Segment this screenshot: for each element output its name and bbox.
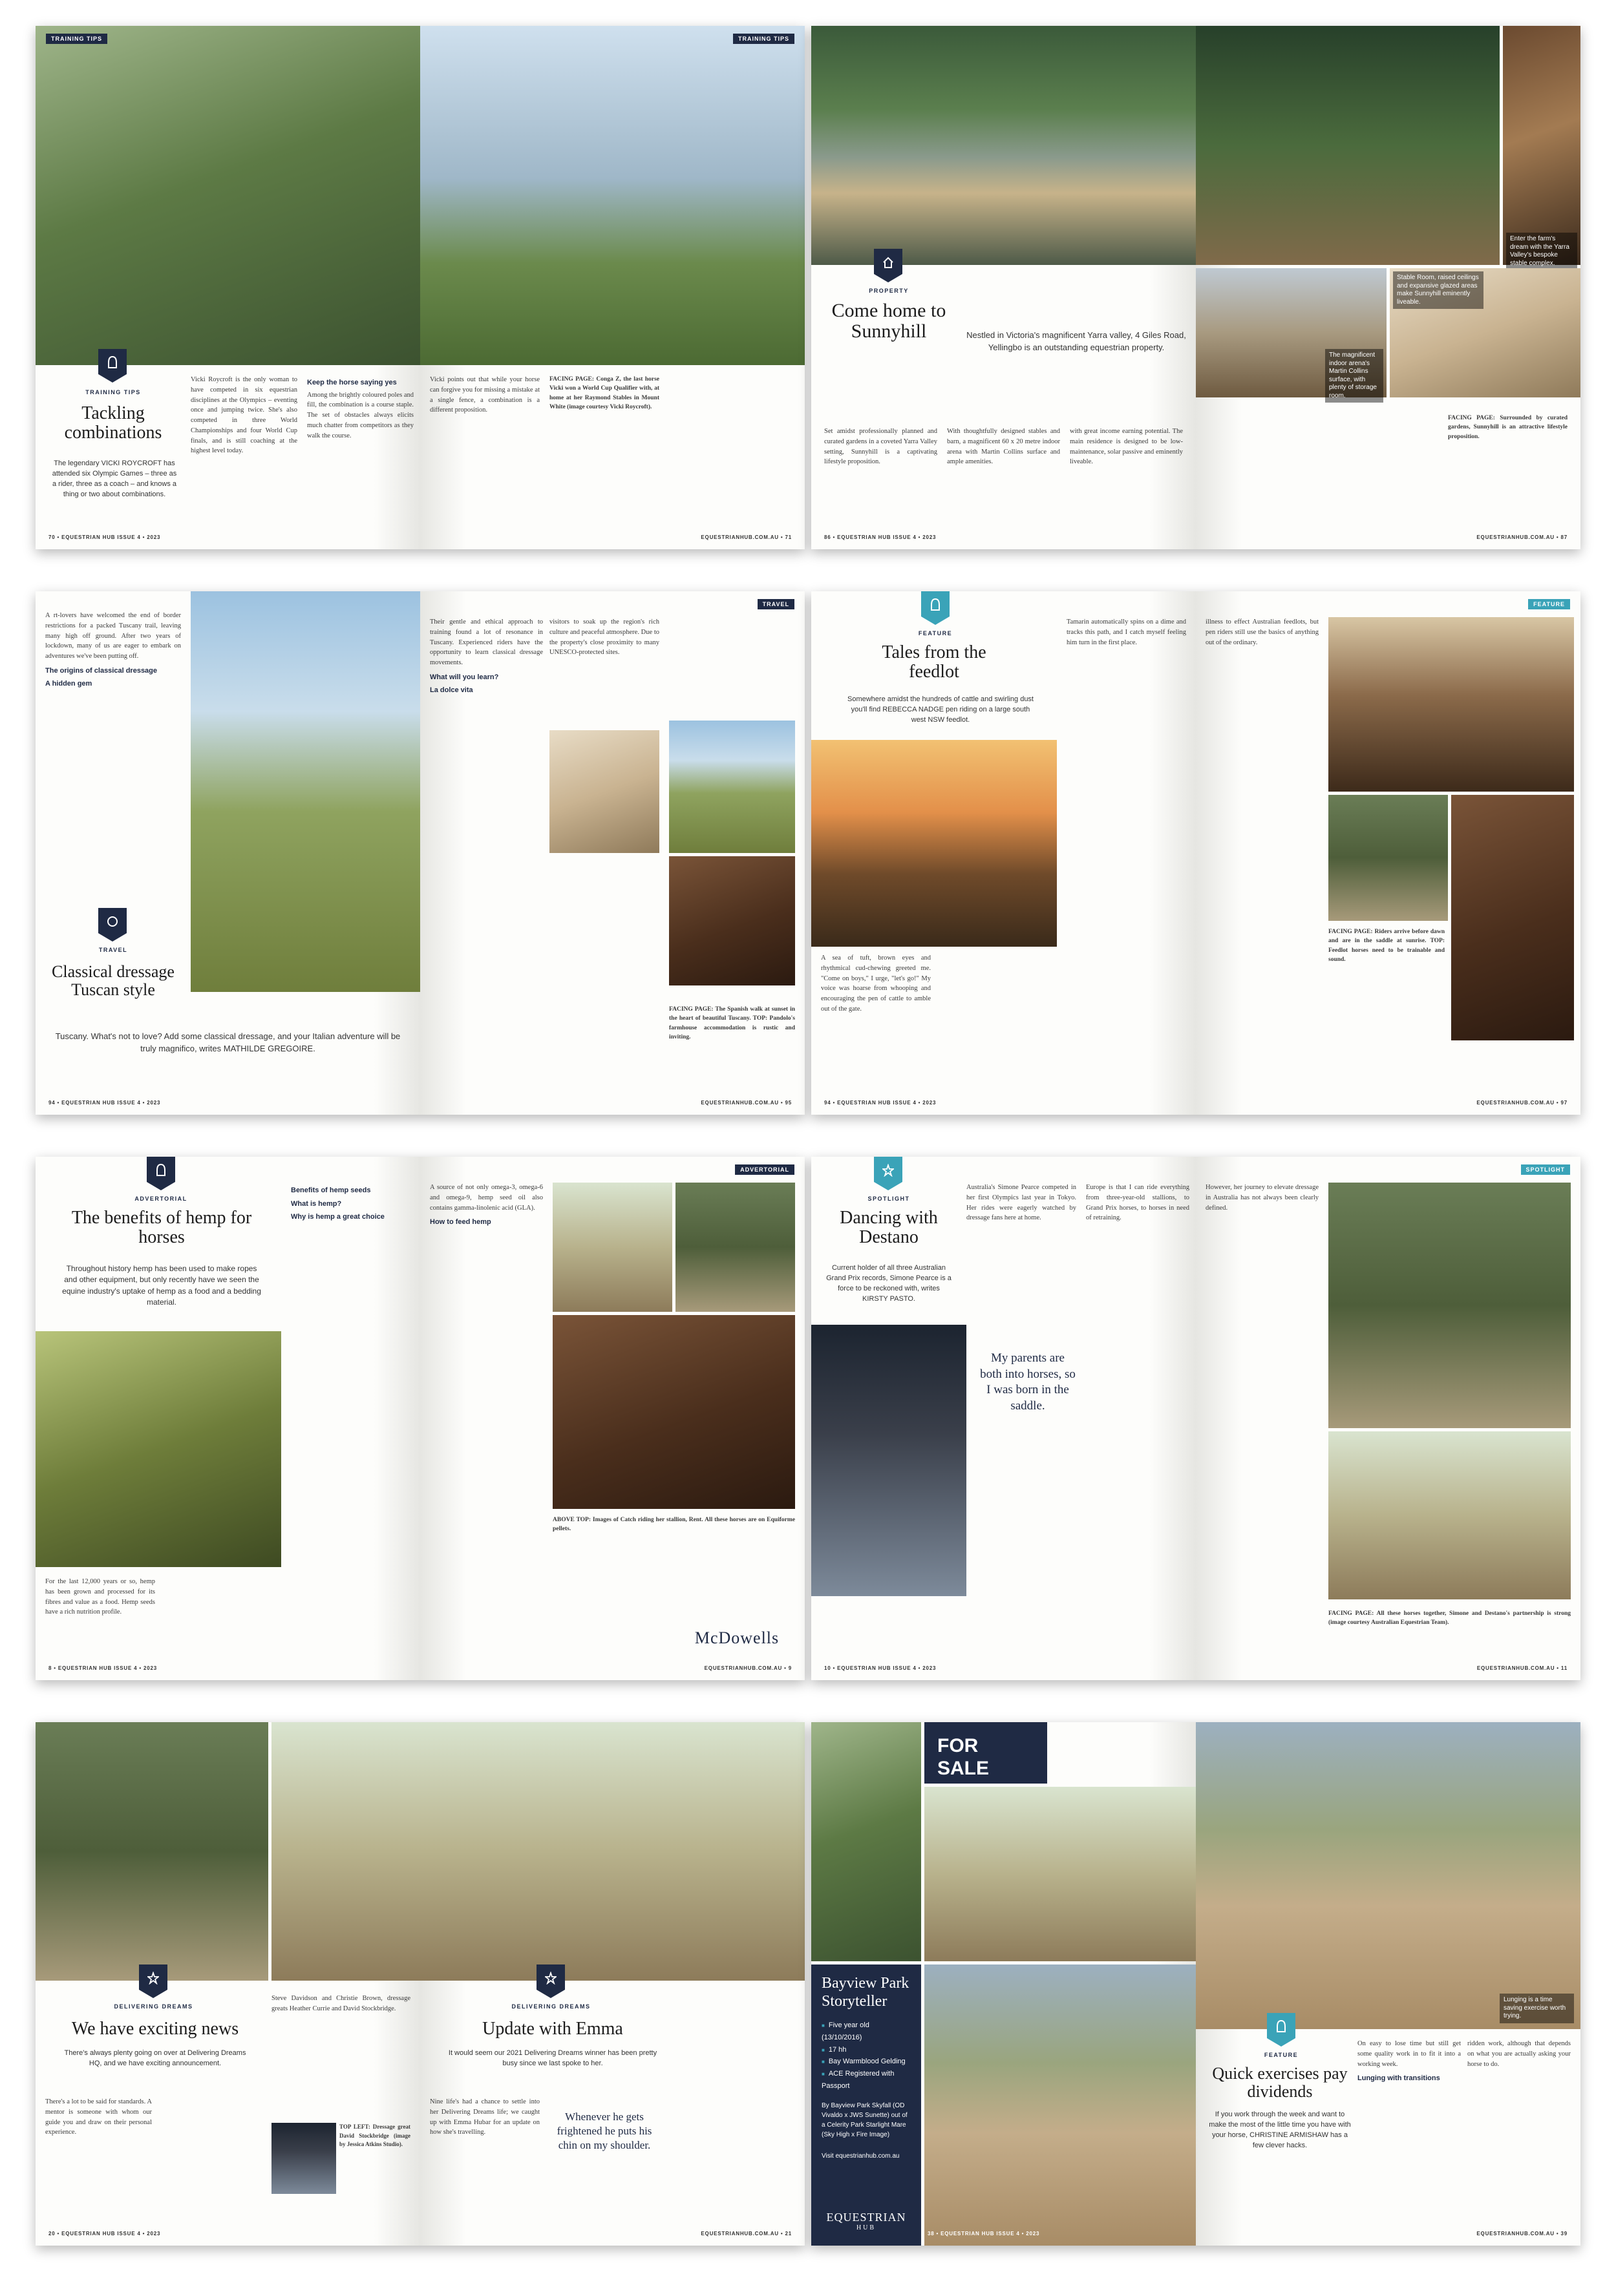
section-badge	[921, 591, 950, 625]
standfirst: Nestled in Victoria's magnificent Yarra valley, 4 Giles Road, Yellingbo is an outstanding equestrian property.	[966, 330, 1186, 352]
feature-item: ■ 17 hh	[822, 2044, 911, 2056]
page-right	[420, 591, 805, 1115]
house-photo	[811, 26, 1196, 265]
body-text: A source of not only omega-3, omega-6 and omega-9, hemp seed oil also contains gamma-linolenic acid (GLA).	[430, 1184, 543, 1212]
body-column-3	[430, 1183, 543, 1230]
website-link[interactable]: Visit equestrianhub.com.au	[822, 2153, 900, 2160]
emma-photo	[420, 1722, 805, 1981]
body-text: with great income earning potential. The main residence is designed to be low-maintenance, solar passive and eminently liveable.	[1070, 428, 1183, 466]
section-badge	[874, 249, 902, 282]
mcdowells-logo: McDowells	[694, 1628, 780, 1647]
body-column-4	[553, 1515, 795, 1538]
article-title: Quick exercises pay dividends	[1212, 2064, 1348, 2101]
spread-for-sale	[811, 1722, 1580, 2246]
section-tag-left: TRAINING TIPS	[46, 34, 107, 44]
section-label: PROPERTY	[869, 288, 909, 294]
body-text: Vicki Roycroft is the only woman to have competed in six equestrian disciplines at the Olympics – eventing once and jumping twice. She's also competed in three World Championships and four World Cup finals, and is still coaching at the highest level today.	[191, 376, 297, 455]
folio-left: 94 • EQUESTRIAN HUB ISSUE 4 • 2023	[48, 1100, 161, 1106]
body-column-2	[947, 427, 1060, 471]
body-column-2	[307, 375, 414, 445]
section-badge	[98, 908, 127, 942]
body-column-1	[45, 2097, 152, 2142]
folio-left: 70 • EQUESTRIAN HUB ISSUE 4 • 2023	[48, 534, 161, 540]
article-title-2: Update with Emma	[482, 2019, 623, 2039]
subheading: How to feed hemp	[430, 1218, 491, 1227]
standfirst: Somewhere amidst the hundreds of cattle and swirling dust you'll find REBECCA NADGE pen riding on a large south west NSW feedlot.	[847, 695, 1034, 724]
spread-spotlight	[811, 1157, 1580, 1680]
body-column-2	[271, 1994, 410, 2018]
body-column-4	[669, 1005, 795, 1046]
page-left	[811, 26, 1196, 549]
body-text: ridden work, although that depends on what you are actually asking your horse to do.	[1467, 2040, 1571, 2068]
photo-caption-3: The magnificent indoor arena's Martin Collins surface, with plenty of storage room.	[1325, 349, 1383, 403]
body-text: Steve Davidson and Christie Brown, dressage greats Heather Currie and David Stockbridge.	[271, 1995, 410, 2012]
standfirst: Throughout history hemp has been used to make ropes and other equipment, but only recently have we seen the equine industry's uptake of hemp as a food and a bedding material.	[62, 1264, 261, 1307]
sale-photo-2	[924, 1787, 1196, 1961]
page-left	[811, 1157, 1196, 1680]
dressage-photo	[36, 1722, 268, 1981]
rider-photo-2	[675, 1183, 795, 1312]
for-sale-title: FOR SALE	[937, 1735, 990, 1779]
section-tag-right: SPOTLIGHT	[1521, 1164, 1571, 1175]
feature-item: ■ Bay Warmblood Gelding	[822, 2056, 911, 2068]
section-label: SPOTLIGHT	[867, 1195, 910, 1202]
folio-right: EQUESTRIANHUB.COM.AU • 87	[1476, 534, 1568, 540]
section-tag-right: FEATURE	[1528, 599, 1570, 609]
horse-features	[822, 2019, 911, 2092]
cattle-photo	[1328, 617, 1574, 792]
body-column-3	[549, 617, 659, 662]
body-text: illness to effect Australian feedlots, but pen riders still use the basics of anything out of the ordinary.	[1206, 618, 1319, 646]
body-column-2	[430, 617, 543, 698]
rider-photo	[1328, 795, 1448, 921]
body-text: Their gentle and ethical approach to training found a lot of resonance in Tuscany. Experienced riders have the opportunity to learn classical dressage movements.	[430, 618, 543, 666]
sale-photo-3	[924, 1964, 1196, 2246]
standfirst: There's always plenty going on over at Delivering Dreams HQ, and we have exciting announcement.	[64, 2049, 246, 2067]
folio-left: 10 • EQUESTRIAN HUB ISSUE 4 • 2023	[824, 1665, 937, 1671]
folio-right: EQUESTRIANHUB.COM.AU • 71	[701, 534, 792, 540]
section-badge	[1267, 2013, 1295, 2047]
section-badge-2	[537, 1964, 565, 1998]
body-text: A sea of tuft, brown eyes and rhythmical cud-chewing greeted me. "Come on boys," I urge, "let's go!" My voice was hoarse from whooping and encouraging the pen of cattle to amble out of the gate.	[821, 954, 931, 1013]
subheading: What is hemp?	[291, 1199, 342, 1208]
body-column-1	[191, 375, 297, 460]
body-column-2	[1067, 617, 1186, 651]
body-column-4	[430, 2097, 540, 2142]
body-text: On easy to lose time but still get some quality work in to fit it into a working week.	[1357, 2040, 1461, 2068]
section-label: FEATURE	[1264, 2052, 1299, 2058]
article-title: The benefits of hemp for horses	[71, 1208, 252, 1248]
subheading: What will you learn?	[430, 673, 499, 681]
breeding-text: By Bayview Park Skyfall (OD Vivaldo x JWS Sunette) out of a Celerity Park Starlight Mare (Sky High x Fire Image)	[822, 2102, 908, 2139]
standfirst: Tuscany. What's not to love? Add some classical dressage, and your Italian adventure will be truly magnifico, writes MATHILDE GREGOIRE.	[55, 1031, 401, 1053]
subheading: A hidden gem	[45, 680, 92, 688]
stable-interior-photo	[1503, 26, 1580, 265]
spread-travel	[36, 591, 805, 1115]
pull-quote: My parents are both into horses, so I was born in the saddle.	[980, 1351, 1076, 1413]
caption-text: ABOVE TOP: Images of Catch riding her stallion, Rent. All these horses are on Equiforme pellets.	[553, 1517, 795, 1533]
folio-right: EQUESTRIANHUB.COM.AU • 97	[1476, 1100, 1568, 1106]
spread-property	[811, 26, 1580, 549]
body-column-3	[1206, 1183, 1319, 1217]
body-column-3	[339, 2123, 410, 2153]
standfirst: Current holder of all three Australian Grand Prix records, Simone Pearce is a force to be reckoned with, writes KIRSTY PASTO.	[826, 1264, 952, 1303]
article-title: Tackling combinations	[64, 403, 162, 443]
body-column-3	[430, 375, 540, 419]
caption-text: FACING PAGE: Riders arrive before dawn and are in the saddle at sunrise. TOP: Feedlot horses need to be trainable and sound.	[1328, 929, 1445, 963]
photo-caption-2: Stable Room, raised ceilings and expansive glazed areas make Sunnyhill eminently liveable.	[1393, 271, 1483, 309]
hemp-photo	[36, 1331, 281, 1567]
body-column-1	[821, 953, 931, 1018]
spread-delivering-dreams	[36, 1722, 805, 2246]
body-text: For the last 12,000 years or so, hemp has been grown and processed for its fibres and value as a food. Hemp seeds have a rich nutrition profile.	[45, 1578, 155, 1616]
page-right	[420, 1722, 805, 2246]
subheading: La dolce vita	[430, 686, 473, 695]
pull-quote: Whenever he gets frightened he puts his chin on my shoulder.	[557, 2111, 652, 2152]
stable-photo	[1196, 26, 1500, 265]
folio-left: 94 • EQUESTRIAN HUB ISSUE 4 • 2023	[824, 1100, 937, 1106]
section-label: TRAVEL	[98, 947, 128, 953]
spread-feedlot	[811, 591, 1580, 1115]
body-text: visitors to soak up the region's rich culture and peaceful atmosphere. Due to the property's close proximity to many UNESCO-protected sites.	[549, 618, 659, 657]
caption-text: TOP LEFT: Dressage great David Stockbridge (image by Jessica Atkins Studio).	[339, 2123, 410, 2147]
body-text: Australia's Simone Pearce competed in her first Olympics last year in Tokyo. Her rides were eagerly watched by dressage fans here at home.	[966, 1184, 1076, 1222]
subheading: The origins of classical dressage	[45, 666, 158, 675]
standfirst: The legendary VICKI ROYCROFT has attended six Olympic Games – three as a rider, three as a coach – and knows a thing or two about combinations.	[52, 459, 177, 498]
body-text: Tamarin automatically spins on a dime and tracks this path, and I catch myself feeling him turn in the first place.	[1067, 618, 1186, 646]
body-text: There's a lot to be said for standards. A mentor is someone with whom our guide you and draw on their personal experience.	[45, 2098, 152, 2136]
body-column-2	[291, 1183, 410, 1225]
article-title: Dancing with Destano	[840, 1208, 938, 1248]
folio-right: EQUESTRIANHUB.COM.AU • 11	[1476, 1665, 1568, 1671]
page-right	[1196, 26, 1580, 549]
body-column-3	[1206, 617, 1319, 651]
body-text: A rt-lovers have welcomed the end of border restrictions for a packed Tuscany trail, leaving many high off ground. After two years of lockdown, many of us are eager to embark on adventures we've been putting off.	[45, 612, 181, 660]
page-right	[1196, 1722, 1580, 2246]
sunset-photo	[811, 740, 1057, 947]
folio-left: 38 • EQUESTRIAN HUB ISSUE 4 • 2023	[928, 2231, 1040, 2237]
body-text: Set amidst professionally planned and curated gardens in a coveted Yarra Valley setting, Sunnyhill is a captivating lifestyle proposition.	[824, 428, 937, 466]
logo-word: EQUESTRIAN	[826, 2211, 906, 2224]
section-label: DELIVERING DREAMS	[114, 2003, 193, 2010]
section-tag-right: ADVERTORIAL	[735, 1164, 794, 1175]
page-left	[811, 1722, 1196, 2246]
feedlot-horse-photo	[1451, 795, 1574, 1040]
body-column-1	[966, 1183, 1076, 1227]
body-column-1	[824, 427, 937, 471]
spread-training-tips	[36, 26, 805, 549]
body-column-1	[1357, 2039, 1461, 2086]
folio-right: EQUESTRIANHUB.COM.AU • 95	[701, 1100, 792, 1106]
section-tag-left: TRAVEL	[758, 599, 794, 609]
folio-left: 8 • EQUESTRIAN HUB ISSUE 4 • 2023	[48, 1665, 158, 1671]
body-column-4	[1328, 1609, 1571, 1632]
folio-right: EQUESTRIANHUB.COM.AU • 39	[1476, 2231, 1568, 2237]
horse-title: Bayview Park Storyteller	[822, 1975, 909, 2010]
folio-right: EQUESTRIANHUB.COM.AU • 9	[704, 1665, 792, 1671]
article-title: Come home to Sunnyhill	[831, 300, 946, 342]
destano-photo	[1328, 1183, 1571, 1428]
standfirst-2: It would seem our 2021 Delivering Dreams winner has been pretty busy since we last spoke to her.	[448, 2049, 657, 2067]
for-sale-banner	[924, 1722, 1047, 1784]
body-text: Europe is that I can ride everything from three-year-old stallions, to Grand Prix horses, to horses in need of retraining.	[1086, 1184, 1189, 1222]
section-badge	[98, 349, 127, 383]
tuscan-photo	[191, 591, 420, 992]
page-left	[36, 1722, 420, 2246]
photo-caption-1: Enter the farm's dream with the Yarra Valley's bespoke stable complex.	[1506, 233, 1577, 270]
section-label: ADVERTORIAL	[134, 1195, 187, 1202]
body-text: With thoughtfully designed stables and barn, a magnificent 60 x 20 metre indoor arena with Martin Collins surface and ample amenities.	[947, 428, 1060, 466]
article-title: Tales from the feedlot	[882, 642, 986, 682]
body-text: However, her journey to elevate dressage in Australia has not always been clearly defined.	[1206, 1184, 1319, 1212]
section-label: TRAINING TIPS	[85, 389, 141, 395]
body-column-3	[1070, 427, 1183, 471]
simone-kiss-photo	[811, 1325, 966, 1596]
body-column-2	[1467, 2039, 1571, 2073]
body-column-4	[1328, 927, 1445, 968]
article-title: Classical dressage Tuscan style	[52, 962, 175, 1000]
competition-photo	[1328, 1431, 1571, 1599]
page-right	[420, 26, 805, 549]
logo-sub: HUB	[856, 2224, 877, 2231]
body-column-1	[45, 1577, 155, 1621]
folio-right: EQUESTRIANHUB.COM.AU • 21	[701, 2231, 792, 2237]
caption-text: FACING PAGE: All these horses together, Simone and Destano's partnership is strong (image courtesy Australian Equestrian Team).	[1328, 1610, 1571, 1627]
section-label: FEATURE	[918, 630, 953, 637]
coaches-photo	[271, 1722, 420, 1981]
body-column-4	[549, 375, 659, 416]
spread-hemp	[36, 1157, 805, 1680]
caption-text: FACING PAGE: The Spanish walk at sunset in the heart of beautiful Tuscany. TOP: Pandolo's farmhouse accommodation is rustic and inviting.	[669, 1006, 795, 1040]
trainer-photo	[271, 2123, 336, 2194]
vicki-horse-photo	[36, 26, 420, 365]
horse-photo	[669, 856, 795, 985]
section-badge	[139, 1964, 167, 1998]
feature-item: ■ ACE Registered with Passport	[822, 2068, 911, 2092]
page-left	[36, 591, 420, 1115]
equestrian-hub-logo	[822, 2211, 911, 2231]
room-photo	[549, 730, 659, 853]
photo-caption: Lunging is a time saving exercise worth trying.	[1500, 1994, 1574, 2023]
page-right	[420, 1157, 805, 1680]
rider-photo-1	[553, 1183, 672, 1312]
subheading: Keep the horse saying yes	[307, 379, 397, 386]
lunging-photo	[1196, 1722, 1580, 2029]
horse-details-panel	[811, 1964, 921, 2246]
section-badge	[874, 1157, 902, 1190]
body-text: Nine life's had a chance to settle into her Delivering Dreams life; we caught up with Emma Hubar for an update on how she's travelling.	[430, 2098, 540, 2136]
section-tag-right: TRAINING TIPS	[733, 34, 794, 44]
folio-left: 86 • EQUESTRIAN HUB ISSUE 4 • 2023	[824, 534, 937, 540]
folio-left: 20 • EQUESTRIAN HUB ISSUE 4 • 2023	[48, 2231, 161, 2237]
standfirst: If you work through the week and want to make the most of the little time you have with your horse, CHRISTINE ARMISHAW has a few clever hacks.	[1209, 2111, 1351, 2149]
section-badge	[147, 1157, 175, 1190]
body-column-2	[1086, 1183, 1189, 1227]
feature-item: ■ Five year old (13/10/2016)	[822, 2019, 911, 2043]
page-left	[811, 591, 1196, 1115]
body-text: Among the brightly coloured poles and fill, the combination is a course staple. The set of obstacles always elicits much chatter from competitors as they walk the course.	[307, 391, 414, 439]
jumping-photo	[420, 26, 805, 365]
page-right	[1196, 591, 1580, 1115]
sale-photo-1	[811, 1722, 921, 1961]
subheading: Benefits of hemp seeds	[291, 1186, 371, 1194]
page-left	[36, 1157, 420, 1680]
section-label-2: DELIVERING DREAMS	[511, 2003, 591, 2010]
body-text: Vicki points out that while your horse can forgive you for missing a mistake at a single fence, a combination is a different proposition.	[430, 376, 540, 414]
page-right	[1196, 1157, 1580, 1680]
subheading: Lunging with transitions	[1357, 2074, 1440, 2083]
caption-text: FACING PAGE: Surrounded by curated gardens, Sunnyhill is an attractive lifestyle proposition.	[1448, 415, 1568, 440]
subheading: Why is hemp a great choice	[291, 1213, 385, 1221]
stallion-photo	[553, 1315, 795, 1509]
caption-text: FACING PAGE: Conga Z, the last horse Vicki won a World Cup Qualifier with, at home at her Raymond Stables in Mount White (image courtesy Vicki Roycroft).	[549, 376, 659, 410]
page-left	[36, 26, 420, 549]
body-column-4	[1448, 414, 1568, 445]
body-column-1	[45, 611, 181, 691]
article-title: We have exciting news	[71, 2019, 239, 2039]
garden-photo	[669, 721, 795, 853]
